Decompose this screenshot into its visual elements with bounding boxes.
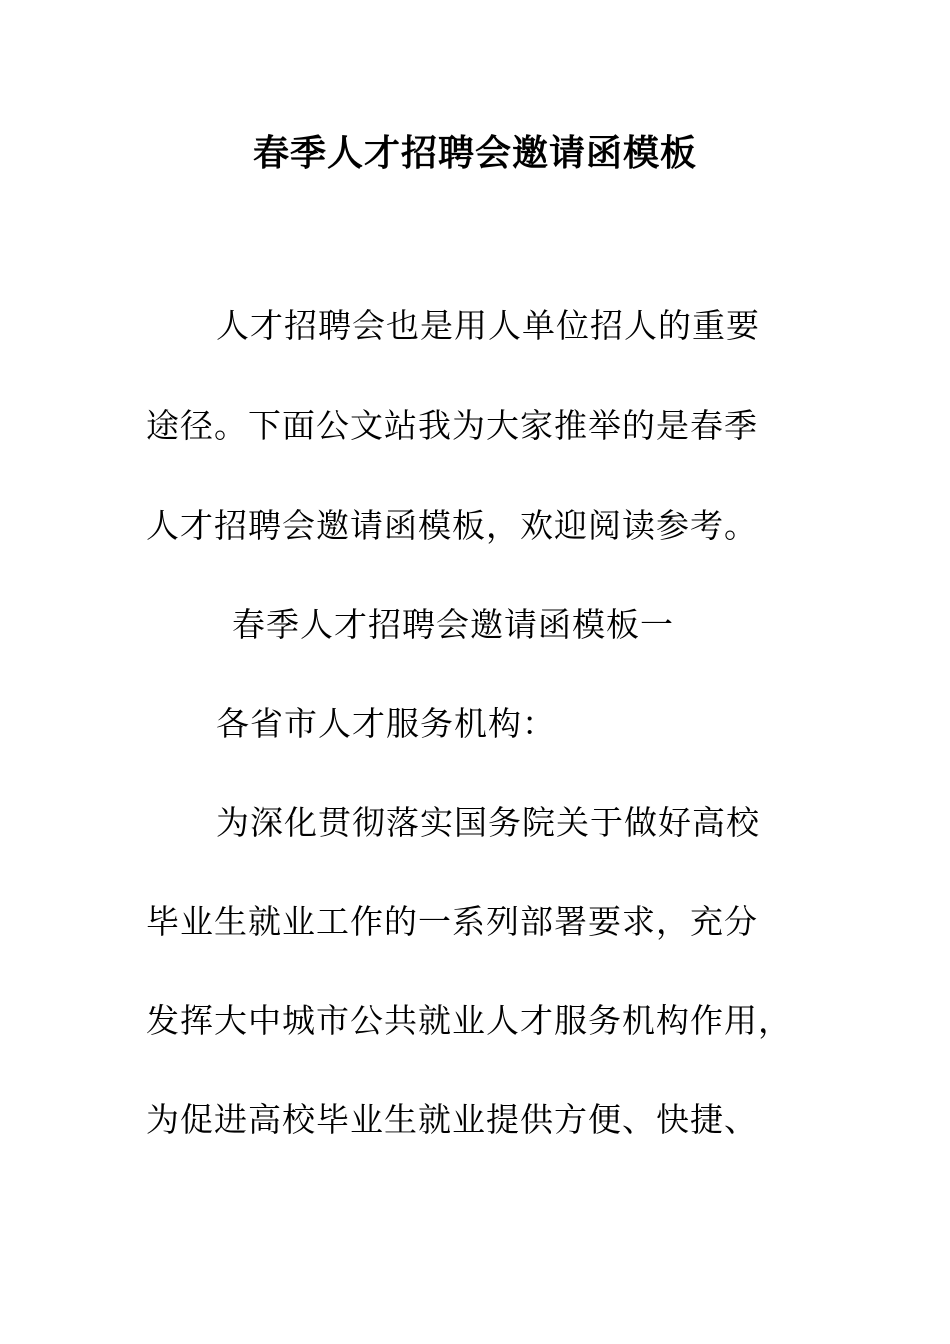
paragraph-line: 为促进高校毕业生就业提供方便、快捷、	[146, 1100, 758, 1139]
section-heading: 春季人才招聘会邀请函模板一	[232, 605, 674, 644]
paragraph-line: 人才招聘会邀请函模板，欢迎阅读参考。	[146, 506, 758, 545]
paragraph-line: 毕业生就业工作的一系列部署要求，充分	[146, 902, 758, 941]
document-title: 春季人才招聘会邀请函模板	[252, 132, 697, 174]
paragraph-line: 人才招聘会也是用人单位招人的重要	[216, 306, 760, 345]
paragraph-line: 为深化贯彻落实国务院关于做好高校	[216, 803, 760, 842]
salutation-line: 各省市人才服务机构：	[216, 704, 556, 743]
paragraph-line: 发挥大中城市公共就业人才服务机构作用，	[146, 1001, 792, 1040]
paragraph-line: 途径。下面公文站我为大家推举的是春季	[146, 406, 758, 445]
